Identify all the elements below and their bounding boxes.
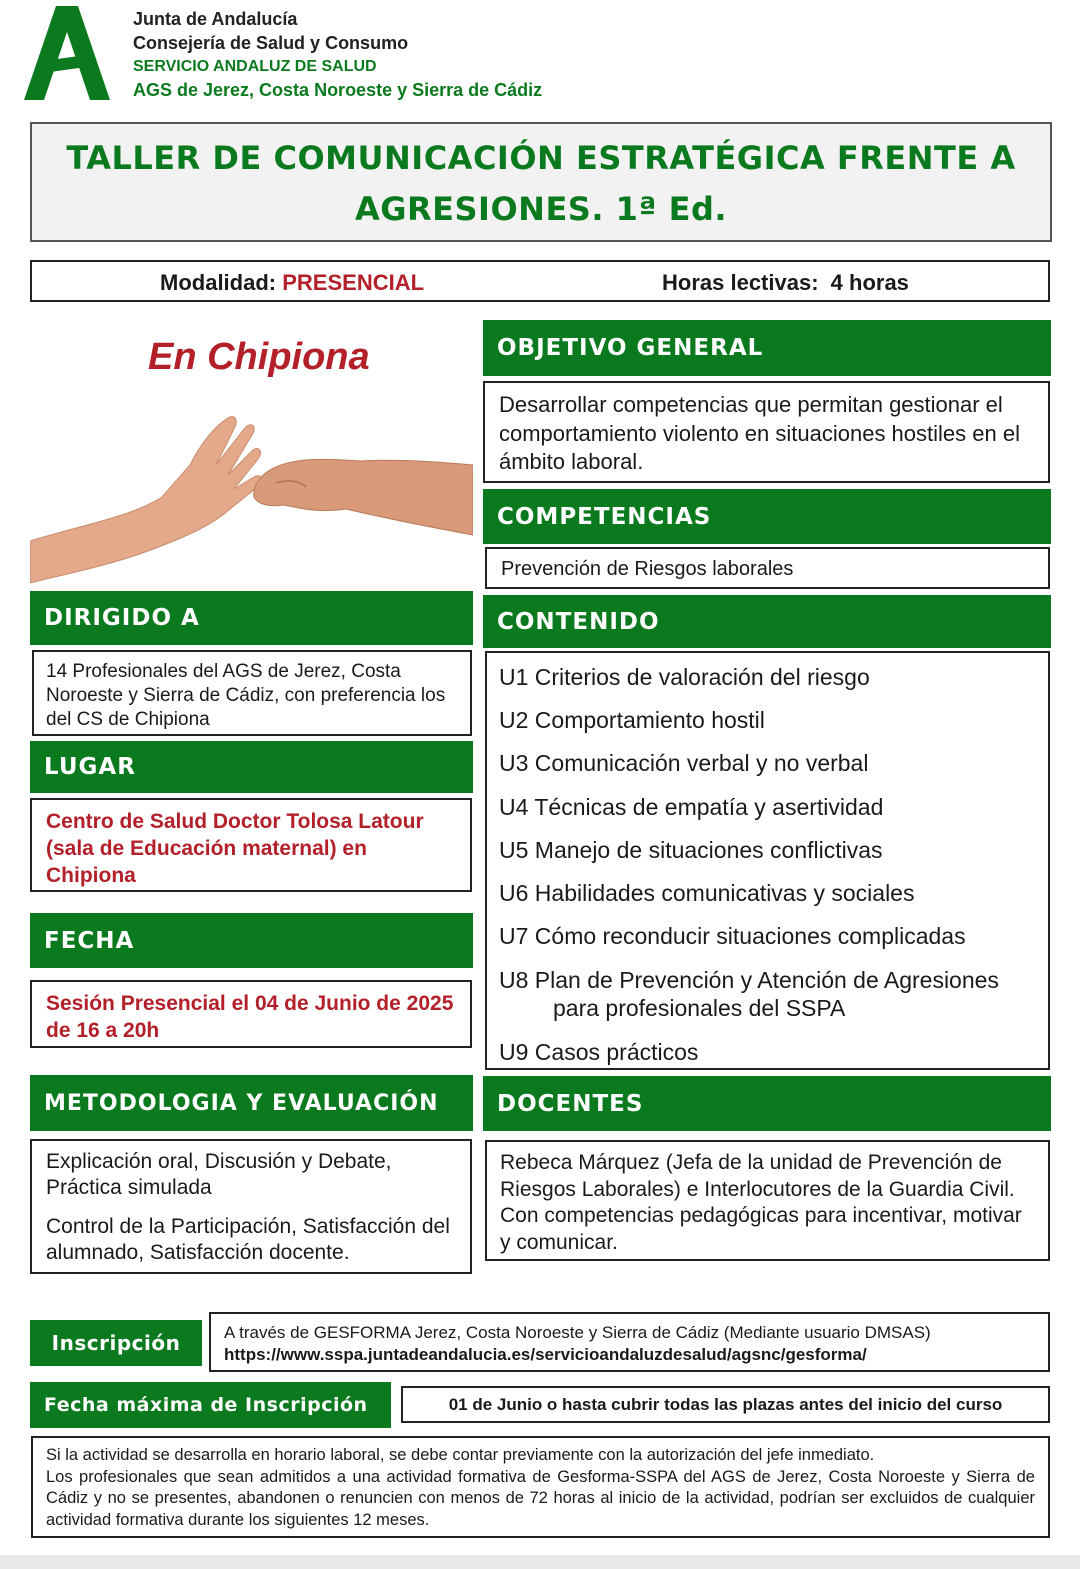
org-header [133,8,553,102]
hands-stop-gesture-illustration [30,405,473,583]
contenido-heading: CONTENIDO [483,595,1051,648]
horas [662,270,909,296]
info-row [30,260,1050,302]
inscripcion-label: Inscripción [30,1320,202,1366]
inscripcion-url-link[interactable]: https://www.sspa.juntadeandalucia.es/servicioandaluzdesalud/agsnc/gesforma/ [224,1345,867,1364]
fecha-max-label: Fecha máxima de Inscripción [30,1382,391,1428]
list-item-continuation: para profesionales del SSPA [553,995,846,1021]
lugar-heading: LUGAR [30,741,473,793]
list-item: U8 Plan de Prevención y Atención de Agresiones [499,967,999,993]
modalidad-value: PRESENCIAL [282,270,425,295]
metodologia-box [30,1139,472,1274]
metodologia-text-1: Explicación oral, Discusión y Debate, Práctica simulada [46,1150,392,1199]
docentes-heading: DOCENTES [483,1076,1051,1131]
bottom-strip [0,1555,1080,1569]
lugar-box [30,798,472,892]
metodologia-text-2: Control de la Participación, Satisfacción del alumnado, Satisfacción docente. [46,1215,450,1264]
list-item: U6 Habilidades comunicativas y sociales [499,880,915,906]
modalidad-label: Modalidad: [160,270,277,295]
docentes-text: Rebeca Márquez (Jefa de la unidad de Prevención de Riesgos Laborales) e Interlocutores de la Guardia Civil. Con competencias pedagógicas para incentivar, motivar y comunicar. [500,1151,1022,1254]
org-department: Consejería de Salud y Consumo [133,32,409,53]
junta-andalucia-logo-icon [22,2,112,102]
objetivo-box [483,381,1050,483]
dirigido-heading: DIRIGIDO A [30,591,473,645]
inscripcion-box [209,1312,1050,1372]
list-item: U7 Cómo reconducir situaciones complicadas [499,923,966,949]
lugar-text: Centro de Salud Doctor Tolosa Latour (sala de Educación maternal) en Chipiona [46,810,424,887]
horas-label: Horas lectivas: [662,270,819,295]
note-line-1: Si la actividad se desarrolla en horario laboral, se debe contar previamente con la autorización del jefe inmediato. [46,1446,875,1464]
note-box [31,1436,1050,1538]
competencias-box [485,547,1050,589]
org-service: SERVICIO ANDALUZ DE SALUD [133,58,377,75]
list-item: U1 Criterios de valoración del riesgo [499,664,870,690]
dirigido-box [32,650,472,736]
list-item: U4 Técnicas de empatía y asertividad [499,794,884,820]
list-item: U2 Comportamiento hostil [499,707,765,733]
contenido-box [485,651,1050,1070]
objetivo-heading: OBJETIVO GENERAL [483,320,1051,376]
competencias-heading: COMPETENCIAS [483,489,1051,544]
list-item: U5 Manejo de situaciones conflictivas [499,837,883,863]
fecha-max-box [401,1386,1050,1423]
fecha-max-value: 01 de Junio o hasta cubrir todas las plazas antes del inicio del curso [448,1394,1003,1414]
title-box [30,122,1052,242]
dirigido-text: 14 Profesionales del AGS de Jerez, Costa Noroeste y Sierra de Cádiz, con preferencia los del CS de Chipiona [46,661,446,730]
metodologia-heading: METODOLOGIA Y EVALUACIÓN [30,1075,473,1131]
competencias-text: Prevención de Riesgos laborales [501,558,794,580]
horas-value: 4 horas [830,270,909,295]
objetivo-text: Desarrollar competencias que permitan gestionar el comportamiento violento en situaciones hostiles en el ámbito laboral. [499,392,1020,474]
location-banner: En Chipiona [148,336,370,378]
list-item: U3 Comunicación verbal y no verbal [499,750,869,776]
org-area: AGS de Jerez, Costa Noroeste y Sierra de Cádiz [133,79,543,100]
docentes-box [485,1140,1050,1261]
page-title-line2: AGRESIONES. 1ª Ed. [354,190,728,228]
page-title-line1: TALLER DE COMUNICACIÓN ESTRATÉGICA FRENTE A [66,139,1016,177]
fecha-box [30,980,472,1048]
note-line-2: Los profesionales que sean admitidos a una actividad formativa de Gesforma-SSPA del AGS de Jerez, Costa Noroeste y Sierra de Cádiz y no se presentes, abandonen o renuncien con menos de 72 horas al inicio de la actividad, podrían ser excluidos de cualquier actividad formativa durante los siguientes 12 meses. [46,1467,1035,1529]
org-name: Junta de Andalucía [133,9,298,29]
list-item: U9 Casos prácticos [499,1039,699,1065]
inscripcion-text: A través de GESFORMA Jerez, Costa Noroeste y Sierra de Cádiz (Mediante usuario DMSAS) [224,1323,931,1342]
modalidad [160,270,424,296]
fecha-heading: FECHA [30,913,473,968]
fecha-text: Sesión Presencial el 04 de Junio de 2025 de 16 a 20h [46,992,454,1042]
